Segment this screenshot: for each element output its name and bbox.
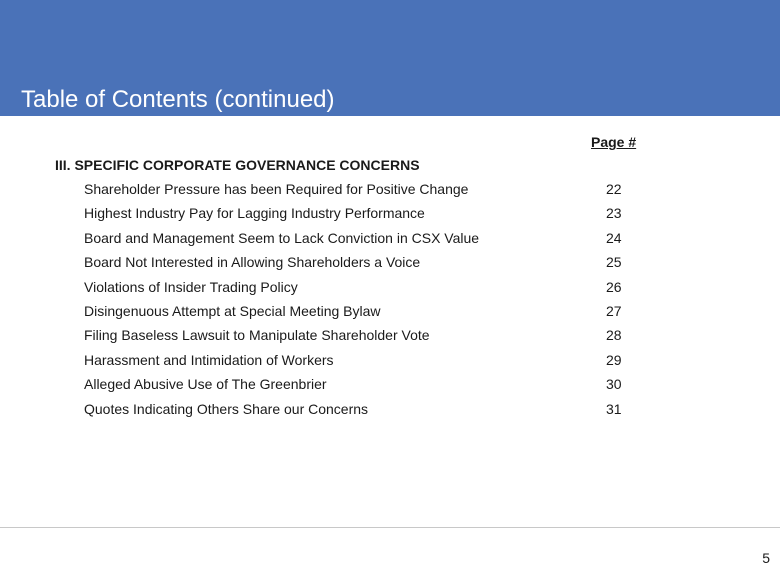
toc-item-page: 26: [606, 278, 622, 295]
header-band: [0, 0, 780, 116]
toc-row: [0, 204, 780, 228]
toc-item-label: Harassment and Intimidation of Workers: [84, 351, 334, 368]
toc-item-label: Violations of Insider Trading Policy: [84, 278, 298, 295]
toc-row: [0, 351, 780, 375]
page-title: Table of Contents (continued): [21, 86, 335, 113]
toc-row: [0, 253, 780, 277]
toc-item-page: 24: [606, 229, 622, 246]
section-heading: III. SPECIFIC CORPORATE GOVERNANCE CONCERNS: [55, 157, 420, 173]
toc-row: [0, 326, 780, 350]
toc-item-label: Alleged Abusive Use of The Greenbrier: [84, 376, 327, 393]
toc-row: [0, 302, 780, 326]
toc-row: [0, 180, 780, 204]
slide-number: 5: [762, 550, 770, 566]
toc-item-label: Disingenuous Attempt at Special Meeting Bylaw: [84, 302, 381, 319]
toc-item-page: 30: [606, 376, 622, 393]
toc-row: [0, 229, 780, 253]
toc-item-label: Filing Baseless Lawsuit to Manipulate Shareholder Vote: [84, 327, 430, 344]
page-number-column-header: Page #: [591, 134, 637, 150]
toc-item-page: 29: [606, 351, 622, 368]
toc-item-label: Quotes Indicating Others Share our Concerns: [84, 400, 369, 417]
toc-item-page: 23: [606, 205, 622, 222]
toc-item-label: Highest Industry Pay for Lagging Industry Performance: [84, 205, 425, 222]
toc-item-page: 27: [606, 302, 622, 319]
toc-item-label: Board Not Interested in Allowing Shareholders a Voice: [84, 254, 421, 271]
toc-item-page: 22: [606, 181, 622, 197]
toc-list: [0, 180, 780, 424]
toc-item-label: Shareholder Pressure has been Required for Positive Change: [84, 181, 469, 197]
toc-row: [0, 400, 780, 424]
toc-item-page: 31: [606, 400, 622, 417]
toc-item-page: 25: [606, 254, 622, 271]
toc-row: [0, 375, 780, 399]
toc-item-page: 28: [606, 327, 622, 344]
toc-row: [0, 278, 780, 302]
toc-item-label: Board and Management Seem to Lack Conviction in CSX Value: [84, 229, 480, 246]
footer-divider: [0, 527, 780, 528]
